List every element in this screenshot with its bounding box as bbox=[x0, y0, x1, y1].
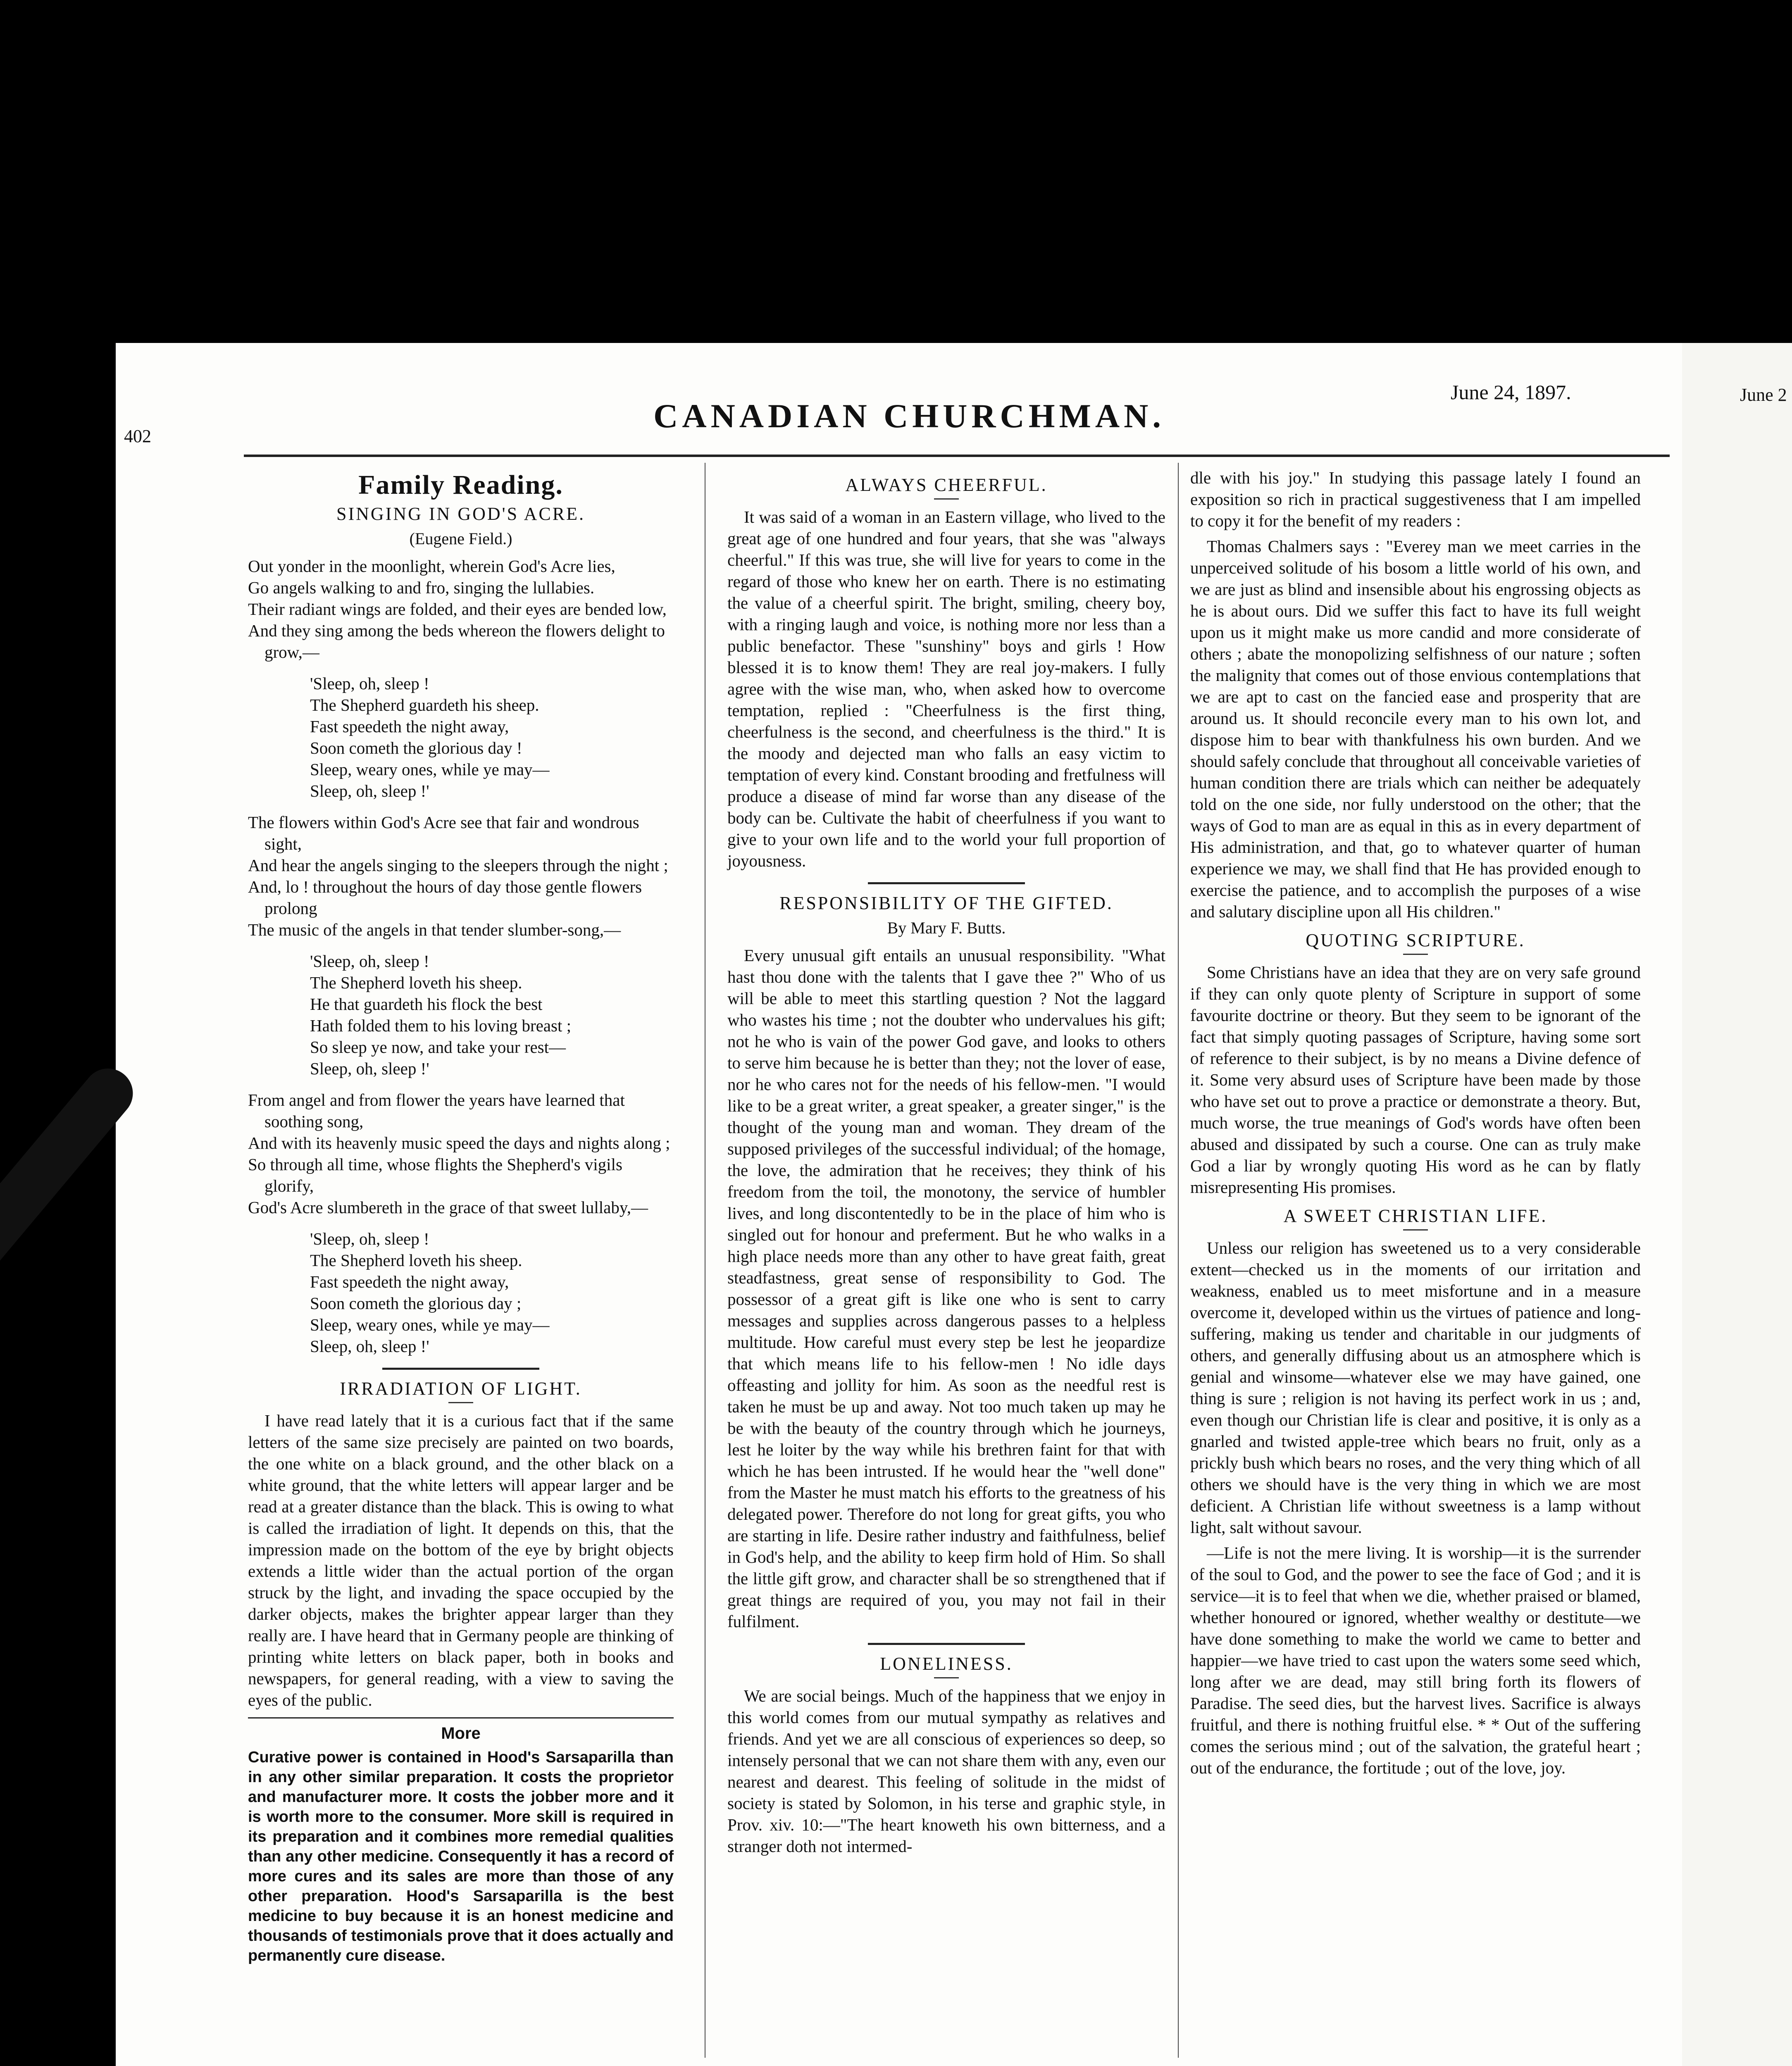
refrain-line: Sleep, weary ones, while ye may— bbox=[310, 760, 550, 779]
poem-title: SINGING IN GOD'S ACRE. bbox=[336, 504, 585, 524]
poem-line: And hear the angels singing to the sleepers through the night ; bbox=[248, 856, 668, 875]
refrain-line: 'Sleep, oh, sleep ! bbox=[310, 952, 429, 971]
stanza bbox=[248, 1089, 674, 1218]
poem-line: And, lo ! throughout the hours of day those gentle flowers prolong bbox=[248, 877, 642, 918]
section-rule bbox=[382, 1368, 539, 1370]
refrain-line: Soon cometh the glorious day ! bbox=[310, 738, 522, 757]
poem-line: The flowers within God's Acre see that fair and wondrous sight, bbox=[248, 813, 639, 853]
refrain-line: The Shepherd loveth his sheep. bbox=[310, 1251, 522, 1270]
article-body: It was said of a woman in an Eastern village, who lived to the great age of one hundred and four years, that she was "always cheerful." If this was true, she will live for years to come in the regard of those who knew her on earth. There is no estimating the value of a cheerful spirit. The bright, smiling, cheery boy, with a ringing laugh and voice, is nothing more nor less than a public benefactor. These "sunshiny" boys and girls ! How blessed it is to know them! They are real joy-makers. I fully agree with the wise man, who, when asked how to overcome temptation, replied : "Cheerfulness is the first thing, cheerfulness is the second, and cheerfulness is the third." It is the moody and dejected man who falls an easy victim to temptation of every kind. Constant brooding and fretfulness will produce a disease of mind far worse than any disease of the body can be. Cultivate the habit of cheerfulness if you want to give to your own life and to the world your full proportion of joyousness. bbox=[727, 507, 1165, 870]
section-rule bbox=[868, 1643, 1025, 1645]
page-number: 402 bbox=[124, 426, 151, 446]
poem-line: God's Acre slumbereth in the grace of that sweet lullaby,— bbox=[248, 1198, 648, 1217]
refrain-line: Hath folded them to his loving breast ; bbox=[310, 1016, 571, 1035]
refrain-line: Fast speedeth the night away, bbox=[310, 1272, 509, 1291]
refrain bbox=[248, 673, 674, 802]
ad-title: More bbox=[441, 1724, 481, 1742]
refrain-line: So sleep ye now, and take your rest— bbox=[310, 1038, 566, 1057]
issue-date: June 24, 1897. bbox=[1451, 381, 1571, 404]
ad-body: Curative power is contained in Hood's Sarsaparilla than in any other similar preparation. It costs the proprietor and manufacturer more. It costs the jobber more and it is worth more to the consumer. More skill is required in its preparation and it combines more remedial qualities than any other medicine. Consequently it has a record of more cures and its sales are more than those of any other preparation. Hood's Sarsaparilla is the best medicine to buy because it is an honest medicine and thousands of testimonials prove that it does actually and permanently cure disease. bbox=[248, 1749, 674, 1964]
poem-line: Go angels walking to and fro, singing the lullabies. bbox=[248, 578, 595, 597]
refrain-line: Sleep, weary ones, while ye may— bbox=[310, 1315, 550, 1334]
article-body: We are social beings. Much of the happiness that we enjoy in this world comes from our mutual sympathy as relatives and friends. And yet we are all conscious of experiences so deep, so intensely personal that we can not share them with any, even our nearest and dearest. This feeling of solitude in the midst of society is stated by Solomon, in his terse and graphic style, in Prov. xiv. 10:—"The heart knoweth his own bitterness, and a stranger doth not intermed- bbox=[727, 1686, 1165, 1856]
article-body: Thomas Chalmers says : "Everey man we meet carries in the unperceived solitude of his bosom a little world of his own, and we are just as blind and insensible about his engrossing objects as he is about ours. Did we suffer this fact to have its full weight upon us it might make us more candid and more considerate of others ; abate the monopolizing selfishness of our nature ; soften the malignity that comes out of those envious contemplations that we are apt to cast on the fancied ease and prosperity that are around us. It should reconcile every man to his own lot, and dispose him to bear with thankfulness his own burden. And we should safely conclude that throughout all conceivable varieties of human condition there are trials which can neither be adequately told on the one side, nor fully understood on the other; that the ways of God to man are as equal in this as in every department of His administration, and that, go to whatever quarter of human experience we may, we shall find that He has provided enough to exercise the patience, and to accomplish the purposes of a wise and salutary discipline upon all His children." bbox=[1190, 537, 1641, 921]
refrain-line: Fast speedeth the night away, bbox=[310, 717, 509, 736]
article-title: ALWAYS CHEERFUL. bbox=[845, 475, 1048, 495]
family-reading-heading: Family Reading. bbox=[358, 470, 563, 500]
refrain-line: 'Sleep, oh, sleep ! bbox=[310, 1229, 429, 1248]
title-dash bbox=[1403, 1229, 1428, 1231]
article-title: QUOTING SCRIPTURE. bbox=[1306, 930, 1525, 950]
title-dash bbox=[448, 1402, 473, 1403]
refrain-line: Soon cometh the glorious day ; bbox=[310, 1294, 522, 1313]
column-1 bbox=[248, 467, 674, 1966]
stanza bbox=[248, 555, 674, 663]
stanza bbox=[248, 812, 674, 940]
poem-line: Out yonder in the moonlight, wherein God's Acre lies, bbox=[248, 557, 615, 576]
title-dash bbox=[934, 1677, 959, 1678]
article-title: A SWEET CHRISTIAN LIFE. bbox=[1283, 1206, 1548, 1226]
article-title: LONELINESS. bbox=[880, 1654, 1013, 1674]
article-body: —Life is not the mere living. It is worship—it is the surrender of the soul to God, and the power to see the face of God ; and it is service—it is to feel that when we die, whether praised or blamed, whether honoured or ignored, whether wealthy or destitute—we have done something to make the world we came to better and happier—we have tried to cast upon the waters some seed which, long after we are dead, may still bring forth its flowers of Paradise. The seed dies, but the harvest lives. Sacrifice is always fruitful, and there is nothing fruitful else. * * Out of the suffering comes the serious mind ; out of the salvation, the grateful heart ; out of the endurance, the fortitude ; out of the love, joy. bbox=[1190, 1543, 1641, 1777]
article-body: Some Christians have an idea that they are on very safe ground if they can only quote plenty of Scripture in support of some favourite doctrine or theory. But they seem to be ignorant of the fact that simply quoting passages of Scripture, having some sort of reference to their subject, is by no means a Divine defence of it. Some very absurd uses of Scripture have been made by those who have set out to prove a practice or demonstrate a theory. But, much worse, the true meanings of God's words have often been abused and dissipated by such a course. One can as truly make God a liar by wrongly quoting His word as he can by flatly misrepresenting His promises. bbox=[1190, 963, 1641, 1197]
refrain-line: Sleep, oh, sleep !' bbox=[310, 1059, 429, 1078]
refrain-line: 'Sleep, oh, sleep ! bbox=[310, 674, 429, 693]
refrain bbox=[248, 1228, 674, 1357]
article-body: I have read lately that it is a curious fact that if the same letters of the same size precisely are painted on two boards, the one white on a black ground, and the other black on a white ground, that the white letters will appear larger and be read at a greater distance than the black. This is owing to what is called the irradiation of light. It depends on this, that the impression made on the bottom of the eye by bright objects extends a little wider than the actual portion of the organ struck by the light, and invading the space occupied by the darker objects, makes the brighter appear larger than they really are. I have heard that in Germany people are thinking of printing white letters on black paper, both in books and newspapers, for general reading, with a view to saving the eyes of the public. bbox=[248, 1411, 674, 1709]
section-rule bbox=[868, 882, 1025, 884]
refrain-line: Sleep, oh, sleep !' bbox=[310, 781, 429, 800]
column-2 bbox=[727, 467, 1165, 1861]
refrain bbox=[248, 950, 674, 1079]
refrain-line: He that guardeth his flock the best bbox=[310, 995, 543, 1014]
hoods-advertisement bbox=[248, 1717, 674, 1966]
header-rule bbox=[244, 455, 1670, 457]
adjacent-page-date: June 2 bbox=[1740, 385, 1787, 405]
article-body: Unless our religion has sweetened us to a very considerable extent—checked us in the moments of our irritation and weakness, enabled us to meet misfortune and in a measure overcome it, developed within us the virtues of patience and long-suffering, making us tender and charitable in our judgments of others, and generally diffusing about us an atmosphere which is genial and winsome—whatever else we may have gained, one thing is sure ; religion is not having its perfect work in us ; and, even though our Christian life is clear and positive, it is only as a gnarled and twisted apple-tree which bears no fruit, only as a prickly bush which bears no roses, and the very thing which of all others we should have is the very thing in which we are most deficient. A Christian life without sweetness is a lamp without light, salt without savour. bbox=[1190, 1238, 1641, 1537]
masthead: CANADIAN CHURCHMAN. bbox=[653, 397, 1165, 435]
article-title: IRRADIATION OF LIGHT. bbox=[340, 1378, 582, 1399]
poem-line: And they sing among the beds whereon the flowers delight to grow,— bbox=[248, 621, 665, 662]
scan-border bbox=[0, 0, 1792, 343]
poem-line: And with its heavenly music speed the days and nights along ; bbox=[248, 1133, 670, 1152]
title-dash bbox=[934, 498, 959, 500]
refrain-line: The Shepherd guardeth his sheep. bbox=[310, 695, 539, 714]
article-title: RESPONSIBILITY OF THE GIFTED. bbox=[779, 893, 1113, 913]
adjacent-page-edge bbox=[1682, 343, 1792, 2066]
column-rule bbox=[1178, 463, 1179, 2058]
article-body: Every unusual gift entails an unusual responsibility. "What hast thou done with the talents that I gave thee ?" Who of us will be able to meet this startling question ? Not the laggard who wastes his time ; not the doubter who undervalues his gift; not he who is vain of the power God gave, and looks to others to serve him because he is better than they; not the lover of ease, nor he who cares not for the needs of his fellow-men. "I would like to be a great writer, a great speaker, a greater singer," is the thought of the young man and woman. They dream of the supposed privileges of the successful individual; of the homage, the love, the admiration that he receives; they think of his freedom from the toil, the monotony, the service of humbler lives, and long discontentedly to be in the place of him who is singled out for honour and preferment. But he who walks in a high place needs more than any other to have great faith, great steadfastness, great sense of responsibility to God. The possessor of a great gift is like one who is sent to carry messages and supplies across dangerous passes to a helpless multitude. How careful must every step be lest he jeopardize that which means life to his fellow-men ! No idle days offeasting and jollity for him. As soon as the needful rest is taken he must be up and away. Not too much taken up may he be with the beauty of the country through which he journeys, lest he loiter by the way while his brethren faint for that with which he has been intrusted. If he would hear the "well done" from the Master he must match his efforts to the greatness of his delegated power. Therefore do not long for great gifts, you who are starting in life. Desire rather industry and faithfulness, belief in God's help, and the ability to keep firm hold of Him. So shall the little gift grow, and character shall be so strengthened that if great things are required of you, you may not fail in their fulfilment. bbox=[727, 946, 1165, 1631]
poem-author: (Eugene Field.) bbox=[409, 529, 512, 548]
column-3 bbox=[1190, 467, 1641, 1783]
title-dash bbox=[1403, 954, 1428, 955]
article-body: dle with his joy." In studying this passage lately I found an exposition so rich in practical suggestiveness that I am impelled to copy it for the benefit of my readers : bbox=[1190, 468, 1641, 530]
poem-line: Their radiant wings are folded, and their eyes are bended low, bbox=[248, 600, 667, 619]
article-byline: By Mary F. Butts. bbox=[887, 919, 1006, 937]
refrain-line: The Shepherd loveth his sheep. bbox=[310, 973, 522, 992]
poem-line: From angel and from flower the years have learned that soothing song, bbox=[248, 1090, 625, 1131]
poem-line: The music of the angels in that tender slumber-song,— bbox=[248, 920, 621, 939]
poem-line: So through all time, whose flights the Shepherd's vigils glorify, bbox=[248, 1155, 622, 1195]
refrain-line: Sleep, oh, sleep !' bbox=[310, 1337, 429, 1356]
poem bbox=[248, 555, 674, 1357]
